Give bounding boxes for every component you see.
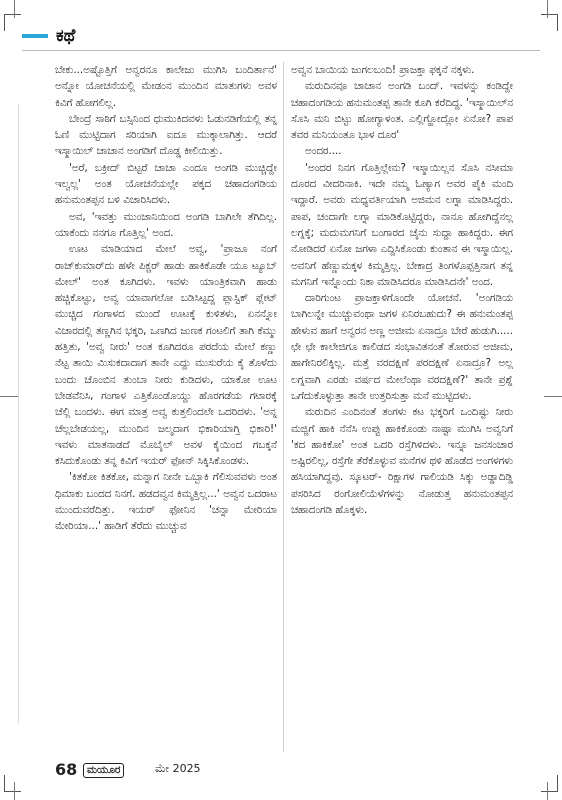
crop-mark	[0, 396, 18, 397]
header-accent-bar	[22, 34, 48, 38]
section-header	[0, 26, 562, 56]
crop-mark	[547, 0, 548, 18]
crop-mark-bottom-right	[541, 775, 558, 792]
crop-mark-bottom-left	[4, 775, 21, 792]
column-divider	[283, 62, 284, 752]
magazine-logo: ಮಯೂರ	[83, 763, 124, 778]
paragraph: ಮರುದಿನವೂ ಚಾಚಾನ ಅಂಗಡಿ ಬಂದ್. ಇವಳನ್ನು ಕಂಡಿದ್ದೇ ಚಹಾದಂಗಡಿಯ ಹನುಮಂತಪ್ಪ ತಾನೇ ಕೂಗಿ ಕರೆದಿದ್ದ. 'ಇಸ್ಮಾಯಿಲ್‌ನ ಸೊಸಿ ಮನಿ ಬಿಟ್ಟು ಹೋಗ್ಯಾಳಂತ. ಎಲ್ಲಿಗ್ಹೋದ್ಲೋ ಏನೋ? ಪಾಪ ತವರ ಮನಿಯಂತೂ ಭಾಳ ದೂರ'	[291, 80, 513, 142]
paragraph: ಅವ, 'ಇವತ್ತು ಮುಂಜಾನಿಯಿಂದ ಅಂಗಡಿ ಬಾಗಿಲೇ ತೆಗಿದಿಲ್ಲ. ಯಾಕೆಂದು ನನಗೂ ಗೊತ್ತಿಲ್ಲ' ಅಂದ.	[55, 210, 277, 239]
crop-mark	[14, 0, 15, 18]
paragraph: ಅವ್ವನ ಬಾಯಿಯ ಜುಗಲಬಂದಿ! ಪ್ರಾಜಕ್ತಾ ಫಕ್ಕನೆ ನಕ್ಕಳು.	[291, 64, 475, 76]
crop-mark	[544, 396, 562, 397]
paragraph: ಬೇಕು...ಅಷ್ಟೊತ್ತಿಗೆ ಅನ್ವರನೂ ಕಾಲೇಜು ಮುಗಿಸಿ ಬಂದಿರ್ತಾನೆ' ಅನ್ನೋ ಯೋಚನೆಯಲ್ಲಿ ಮೇಡಂನ ಮುಂದಿನ ಮಾತುಗಳು ಅವಳ ಕಿವಿಗೆ ಹೋಗಲಿಲ್ಲ.	[55, 64, 277, 109]
crop-mark	[547, 782, 548, 800]
margin-rule	[18, 104, 19, 724]
section-title: ಕಥೆ	[56, 26, 76, 46]
paragraph: ಬೇಂದ್ರೆ ಸಾಠಿಗೆ ಬಸ್ಸಿನಿಂದ ಧುಮುಕಿದವಳು ಓಡುನಡಿಗೆಯಲ್ಲಿ ತನ್ನ ಓಣಿ ಮುಟ್ಟಿದಾಗ ಸರಿಯಾಗಿ ಐದೂ ಮುಕ್ಕಾಲಾಗಿತ್ತು. ಆದರೆ ಇಸ್ಮಾಯಿಲ್ ಚಾಚಾನ ಅಂಗಡಿಗೆ ದೊಡ್ಡ ಕೀಲಿಯಿತ್ತು.	[55, 112, 277, 158]
right-column	[291, 62, 513, 756]
paragraph: 'ಅರೆ, ಬಕ್ರೀದ್ ಬಿಟ್ಟರೆ ಚಾಚಾ ಎಂದೂ ಅಂಗಡಿ ಮುಚ್ಚಿದ್ದೇ ಇಲ್ವಲ್ಲ' ಅಂತ ಯೋಚನೆಯಲ್ಲೇ ಪಕ್ಕದ ಚಹಾದಂಗಡಿಯ ಹನುಮಂತಪ್ಪನ ಬಳಿ ವಿಚಾರಿಸಿದಳು.	[55, 161, 277, 207]
article-body	[55, 62, 513, 756]
paragraph: 'ಕಿತಕೋ ಕಿತಕೋ, ಮನ್ನಾಗ ನೀನೇ ಒಬ್ಬಾಕಿ ಗೆಲಿಸುವವಳು ಅಂತ ಧಿಮಾಕು ಬಂದದ ನಿನಗೆ. ಹಡದವ್ವನ ಕಿಮ್ಮತ್ತಿಲ್ಲ...' ಅವ್ವನ ಒದರಾಟ ಮುಂದುವರೆದಿತ್ತು. ಇಯರ್ ಫೋನಿನ 'ಚನ್ನಾ ಮೇರಿಯಾ ಮೇರಿಯಾ...' ಹಾಡಿಗೆ ತೆರೆದು ಮುಚ್ಚುವ	[55, 471, 277, 533]
left-column	[55, 62, 277, 756]
page-number: 68	[55, 760, 78, 779]
header-divider	[22, 50, 540, 51]
crop-mark	[14, 782, 15, 800]
page-footer	[55, 760, 355, 782]
paragraph: ಅಂದರ....	[305, 145, 342, 158]
paragraph: 'ಅಂದರ ನಿನಗ ಗೊತ್ತಿಲ್ಲೇನು? ಇಸ್ಮಾಯಿಲ್ಲನ ಸೊಸಿ ನಸೀಮಾ ದೂರದ ವೀದರಿನಾಕಿ. ಇದೇ ನಮ್ಮ ಓಣ್ಯಾಗ ಅವರ ಪೈಕಿ ಮಂದಿ ಇದ್ದಾರೆ. ಅವರು ಮಧ್ಯವರ್ತಿಯಾಗಿ ಅಜಿಮನ ಲಗ್ನಾ ಮಾಡಿಸಿದ್ದರು. ಪಾಪ, ಚಂದಾಗೇ ಲಗ್ನಾ ಮಾಡಿಕೊಟ್ಟಿದ್ದರು, ನಾನೂ ಹೋಗಿದ್ದೆನಲ್ಲ ಲಗ್ನಕ್ಕೆ; ಮದುಮಗನಿಗೆ ಬಂಗಾರದ ಚೈನು ಸುದ್ದಾ ಹಾಕಿದ್ದರು. ಈಗ ನೋಡಿದರೆ ಏನೋ ಜಗಳಾ ಎದ್ದಿಸಿಕೊಂಡು ಕುಂತಾನ ಈ ಇಸ್ಮಾಯಿಲ್ಲ. ಅವನಿಗೆ ಹೆಣ್ಣುಮಕ್ಕಳ ಕಿಮ್ಮತ್ತಿಲ್ಲ. ಬೇಕಾದ್ರ ತಿಂಗಳೊಪ್ಪತ್ತಿನಾಗ ತನ್ನ ಮಗನಿಗೆ ಇನ್ನೊಂದು ನಿಕಾ ಮಾಡಿಸಿದರೂ ಮಾಡಿಸಿದನೇ' ಅಂದ.	[291, 161, 513, 288]
issue-date: ಮೇ 2025	[155, 762, 201, 775]
paragraph: ದಾರಿಗುಂಟ ಪ್ರಾಜಕ್ತಾಳಿಗೊಂದೇ ಯೋಚನೆ. 'ಅಂಗಡಿಯ ಬಾಗಿಲನ್ನೇ ಮುಚ್ಚುವಂಥಾ ಜಗಳ ಏನಿರಬಹುದು? ಈ ಹನುಮಂತಪ್ಪ ಹೇಳುವ ಹಾಗೆ ಅನ್ವರನ ಅಣ್ಣ ಅಜೀಮ ಏನಾದ್ರೂ ಬೇರೆ ಹುಡುಗಿ..... ಛೇ ಛೇ ಕಾಲೇಜಿಗೂ ಕಾಲಿಡದ ಸಂಭಾವಿತನಂತೆ ತೋರುವ ಅಜೀಮ, ಹಾಗೇನಿರಲಿಕ್ಕಿಲ್ಲ. ಮತ್ತೆ ವರದಕ್ಷಿಣೆ ಪರದಕ್ಷಿಣೆ ಏನಾದ್ರೂ? ಅಲ್ಲ ಲಗ್ನವಾಗಿ ಎರಡು ವರ್ಷದ ಮೇಲೆಂಥಾ ವರದಕ್ಷಿಣೆ?' ತಾನೇ ಪ್ರಶ್ನೆ ಒಗೆದುಕೊಳ್ಳುತ್ತಾ ತಾನೇ ಉತ್ತರಿಸುತ್ತಾ ಮನೆ ಮುಟ್ಟಿದಳು.	[291, 292, 513, 402]
paragraph: ಮರುದಿನ ಎಂದಿನಂತೆ ತಂಗಳು ಕಟ ಭಕ್ಕರಿಗೆ ಒಂದಿಷ್ಟು ನೀರು ಮಜ್ಜಿಗೆ ಹಾಕಿ ನೆನೆಸಿ ಉಪ್ಪು ಹಾಕಿಕೊಂಡು ನಾಷ್ಟಾ ಮುಗಿಸಿ ಅವ್ವನಿಗೆ 'ಕದ ಹಾಕಿಕೋ' ಅಂತ ಒದರಿ ರಸ್ತೆಗಿಳಿದಳು. ಇನ್ನೂ ಜನಸಂಚಾರ ಅಷ್ಟಿರಲಿಲ್ಲ, ರಸ್ತೆಗೇ ತೆರೆಕೊಳ್ಳುವ ಮನೆಗಳ ಥಳಿ ಹೊಡೆದ ಅಂಗಳಗಳು ಹಸಿಯಾಗಿದ್ದವು. ಸ್ಕೂಟರ್- ರಿಕ್ಷಾಗಳ ಗಾಲಿಯಡಿ ಸಿಕ್ಕು ಅಡ್ಡಾದಿಡ್ಡಿ ಪಸರಿಸಿದ ರಂಗೋಲಿಯೆಳೆಗಳನ್ನು ನೋಡುತ್ತ ಹನುಮಂತಪ್ಪನ ಚಹಾದಂಗಡಿ ಹೊಕ್ಕಳು.	[291, 406, 513, 517]
paragraph: ಊಟ ಮಾಡಿಯಾದ ಮೇಲೆ ಅವ್ವ, 'ಪ್ರಾಜೂ ನಂಗೆ ರಾಜ್‌ಕುಮಾರ್‌ದು ಹಳೇ ಪಿಕ್ಚರ್ ಹಾಡು ಹಾಕಿಕೊಡೇ ಯೂ ಟ್ಯೂಬ್ ಮೇಲ್' ಅಂತ ಕೂಗಿದಳು. ಇವಳು ಯಾಂತ್ರಿಕವಾಗಿ ಹಾಡು ಹಚ್ಚಿಕೊಟ್ಟು, ಅವ್ವ ಯಾವಾಗಲೋ ಬಡಿಸಿಟ್ಟದ್ದ ಪ್ಲಾಸ್ಟಿಕ್ ಪ್ಲೇಟ್ ಮುಚ್ಚಿದ ಗಂಗಾಳದ ಮುಂದೆ ಊಟಕ್ಕೆ ಕುಳಿತಳು, ಏನನ್ನೋ ವಿಚಾರದಲ್ಲಿ ತಣ್ಣಗಿನ ಭಕ್ಕರಿ, ಒಣಗಿದ ಜುಣಕ ಗಂಟಲಿಗೆ ತಾಗಿ ಕೆಮ್ಮು ಹತ್ತಿತು, 'ಅವ್ವ ನೀರು' ಅಂತ ಕೂಗಿದರೂ ಪರದೆಯ ಮೇಲೆ ಕಣ್ಣು ನೆಟ್ಟ ತಾಯಿ ಮಿಸುಕದಾದಾಗ ತಾನೇ ಎದ್ದು ಮುಸುರೆಯ ಕೈ ತೊಳೆದು ಬಂದು ಚೊಂಬಿನ ತುಂಬಾ ನೀರು ಕುಡಿದಳು, ಯಾಕೋ ಊಟ ಬೇಡವೆನಿಸಿ, ಗಂಗಾಳ ಎತ್ತಿಕೊಂಡೊಯ್ದು ಹೊರಗಡೆಯ ಗಟಾರಕ್ಕೆ ಚೆಲ್ಲಿ ಬಂದಳು. ಈಗ ಮಾತ್ರ ಅವ್ವ ಕುತ್ತಲಿಂದಲೇ ಒದರಿದಳು. 'ಅನ್ನ ಚೆಲ್ಲಬೇಡಯಲ್ಲ, ಮುಂದಿನ ಜಲ್ಮದಾಗ ಭಿಕಾರಿಯಾಗ್ತಿ ಭಿಕಾರಿ!' ಇವಳು ಮಾತನಾಡದೆ ಮೊಬೈಲ್ ಅವಳ ಕೈಯಿಂದ ಗಬಕ್ಕನೆ ಕಸಿದುಕೊಂಡು ತನ್ನ ಕಿವಿಗೆ ಇಯರ್ ಫೋನ್ ಸಿಕ್ಕಿಸಿಕೊಂಡಳು.	[55, 243, 277, 468]
